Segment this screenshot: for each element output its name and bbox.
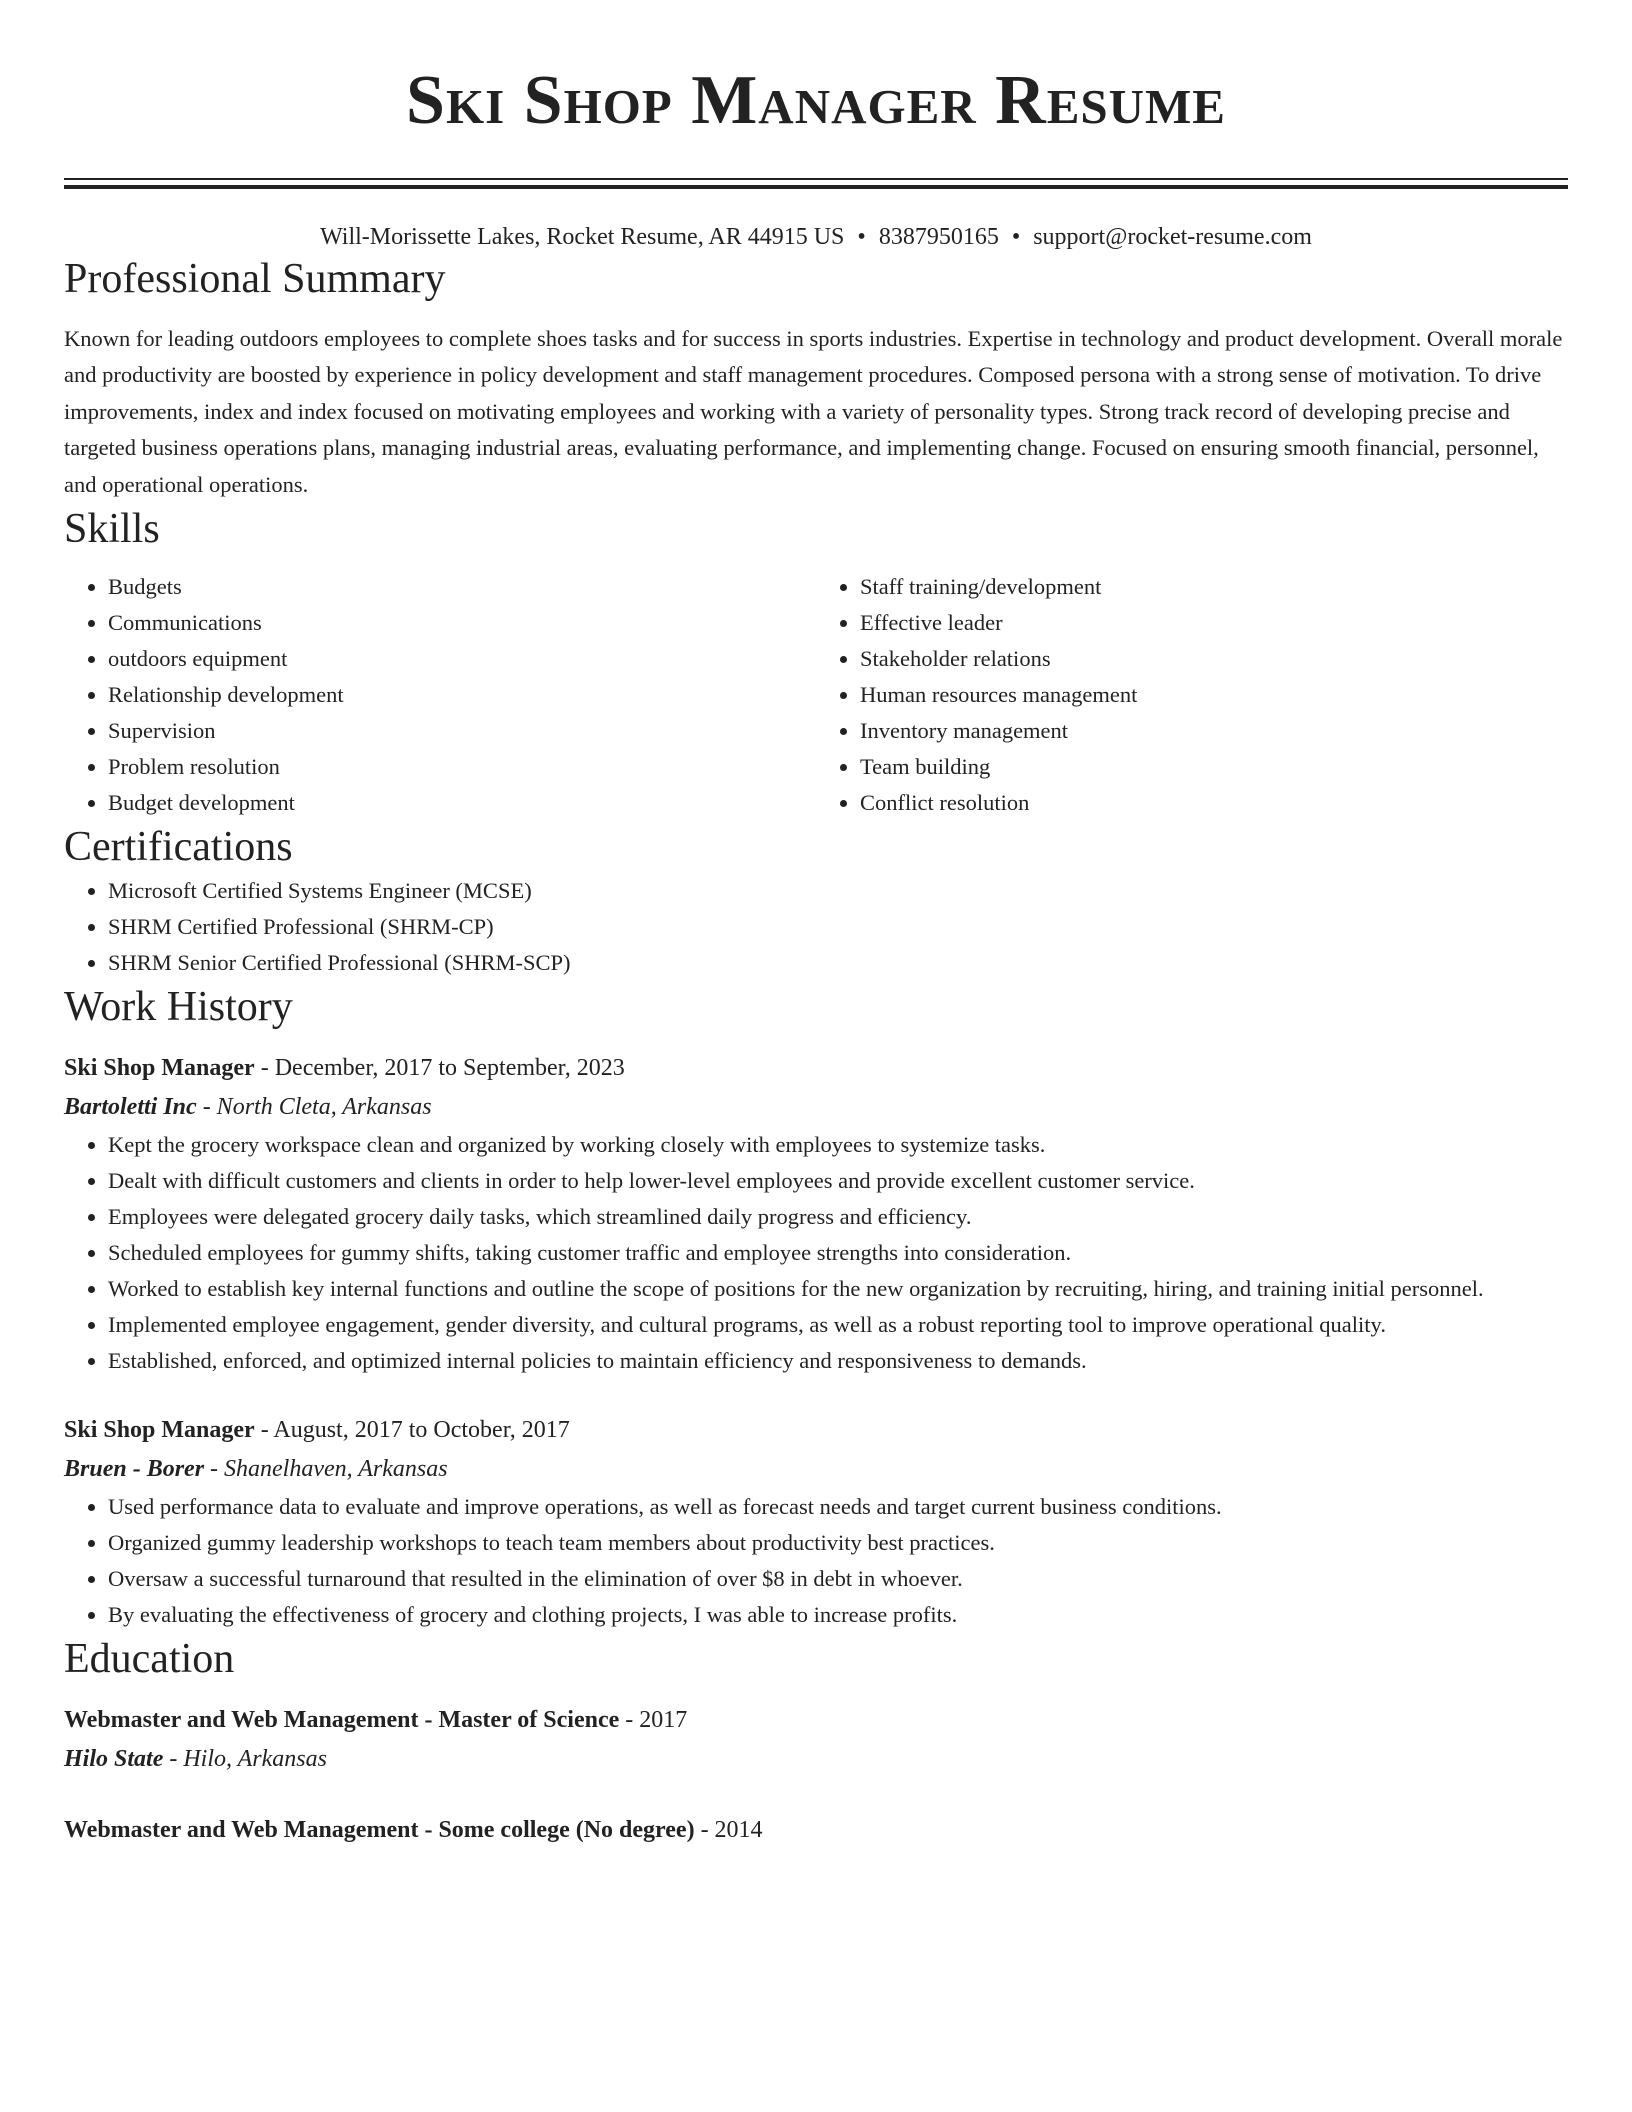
job-bullets	[64, 1127, 1568, 1379]
certifications-list	[64, 873, 1568, 981]
skills-left-list	[64, 569, 816, 821]
contact-separator: •	[1011, 224, 1021, 250]
job-employer	[64, 1449, 1568, 1489]
title-double-rule	[64, 178, 1568, 189]
education-degree: Webmaster and Web Management - Some college (No degree)	[64, 1817, 695, 1844]
education-degree: Webmaster and Web Management - Master of Science	[64, 1707, 620, 1734]
skill-item: • Human resources management	[860, 677, 1568, 713]
education-entry	[64, 1811, 1568, 1849]
education-location: - Hilo, Arkansas	[163, 1746, 327, 1773]
education-header	[64, 1701, 1568, 1739]
job-location: - North Cleta, Arkansas	[196, 1094, 432, 1121]
job-bullet: • By evaluating the effectiveness of grocery and clothing projects, I was able to increase profits.	[108, 1597, 1568, 1633]
certifications-heading: Certifications	[64, 824, 293, 871]
certification-item: • Microsoft Certified Systems Engineer (MCSE)	[108, 873, 1568, 909]
contact-address: Will-Morissette Lakes, Rocket Resume, AR 44915 US	[320, 224, 845, 250]
summary-heading: Professional Summary	[64, 256, 446, 302]
education-year: - 2014	[694, 1817, 763, 1844]
job-location: - Shanelhaven, Arkansas	[204, 1456, 448, 1483]
skill-item: • Budget development	[108, 785, 816, 821]
skill-item: • Team building	[860, 749, 1568, 785]
skill-item: • Stakeholder relations	[860, 641, 1568, 677]
contact-email: support@rocket-resume.com	[1033, 224, 1312, 250]
job-bullet: • Worked to establish key internal functions and outline the scope of positions for the new organization by recruiting, hiring, and training initial personnel.	[108, 1271, 1568, 1307]
skill-item: • Budgets	[108, 569, 816, 605]
skill-item: • Inventory management	[860, 713, 1568, 749]
job-bullet: • Oversaw a successful turnaround that resulted in the elimination of over $8 in debt in whoever.	[108, 1561, 1568, 1597]
skills-heading: Skills	[64, 506, 160, 553]
resume-title: Ski Shop Manager Resume	[406, 62, 1226, 139]
skill-item: • Effective leader	[860, 605, 1568, 641]
education-heading: Education	[64, 1636, 235, 1683]
contact-separator: •	[857, 224, 866, 250]
job-entry	[64, 1411, 1568, 1633]
skill-item: • Staff training/development	[860, 569, 1568, 605]
job-company: Bartoletti Inc	[64, 1094, 197, 1121]
education-entry	[64, 1701, 1568, 1779]
skill-item: • Conflict resolution	[860, 785, 1568, 821]
job-bullet: • Used performance data to evaluate and improve operations, as well as forecast needs and target current business conditions.	[108, 1489, 1568, 1525]
job-bullet: • Employees were delegated grocery daily tasks, which streamlined daily progress and efficiency.	[108, 1199, 1568, 1235]
skill-item: • Supervision	[108, 713, 816, 749]
certification-item: • SHRM Certified Professional (SHRM-CP)	[108, 909, 1568, 945]
job-bullet: • Organized gummy leadership workshops to teach team members about productivity best practices.	[108, 1525, 1568, 1561]
skill-item: • outdoors equipment	[108, 641, 816, 677]
skills-right-list	[816, 569, 1568, 821]
job-bullets	[64, 1489, 1568, 1633]
job-bullet: • Scheduled employees for gummy shifts, taking customer traffic and employee strengths into consideration.	[108, 1235, 1568, 1271]
job-dates: - August, 2017 to October, 2017	[254, 1417, 570, 1444]
job-title: Ski Shop Manager	[64, 1417, 255, 1444]
job-bullet: • Dealt with difficult customers and clients in order to help lower-level employees and provide excellent customer service.	[108, 1163, 1568, 1199]
job-header	[64, 1411, 1568, 1449]
job-bullet: • Kept the grocery workspace clean and organized by working closely with employees to systemize tasks.	[108, 1127, 1568, 1163]
education-year: - 2017	[619, 1707, 688, 1734]
skill-item: • Relationship development	[108, 677, 816, 713]
contact-phone: 8387950165	[878, 224, 999, 250]
contact-line	[64, 221, 1568, 253]
job-title: Ski Shop Manager	[64, 1055, 255, 1082]
skill-item: • Communications	[108, 605, 816, 641]
job-company: Bruen - Borer	[64, 1456, 205, 1483]
job-employer	[64, 1087, 1568, 1127]
work-history-heading: Work History	[64, 984, 293, 1031]
education-school-line	[64, 1739, 1568, 1779]
job-dates: - December, 2017 to September, 2023	[254, 1055, 625, 1082]
skills-columns	[64, 569, 1568, 821]
skill-item: • Problem resolution	[108, 749, 816, 785]
education-header	[64, 1811, 1568, 1849]
job-header	[64, 1049, 1568, 1087]
job-entry	[64, 1049, 1568, 1379]
certification-item: • SHRM Senior Certified Professional (SHRM-SCP)	[108, 945, 1568, 981]
education-school: Hilo State	[64, 1746, 164, 1773]
job-bullet: • Established, enforced, and optimized internal policies to maintain efficiency and responsiveness to demands.	[108, 1343, 1568, 1379]
summary-text: Known for leading outdoors employees to complete shoes tasks and for success in sports industries. Expertise in technology and product development. Overall morale and productivity are boosted by experience in policy development and staff management procedures. Composed persona with a strong sense of motivation. To drive improvements, index and index focused on motivating employees and working with a variety of personality types. Strong track record of developing precise and targeted business operations plans, managing industrial areas, evaluating performance, and implementing change. Focused on ensuring smooth financial, personnel, and operational operations.	[64, 326, 1563, 497]
job-bullet: • Implemented employee engagement, gender diversity, and cultural programs, as well as a robust reporting tool to improve operational quality.	[108, 1307, 1568, 1343]
